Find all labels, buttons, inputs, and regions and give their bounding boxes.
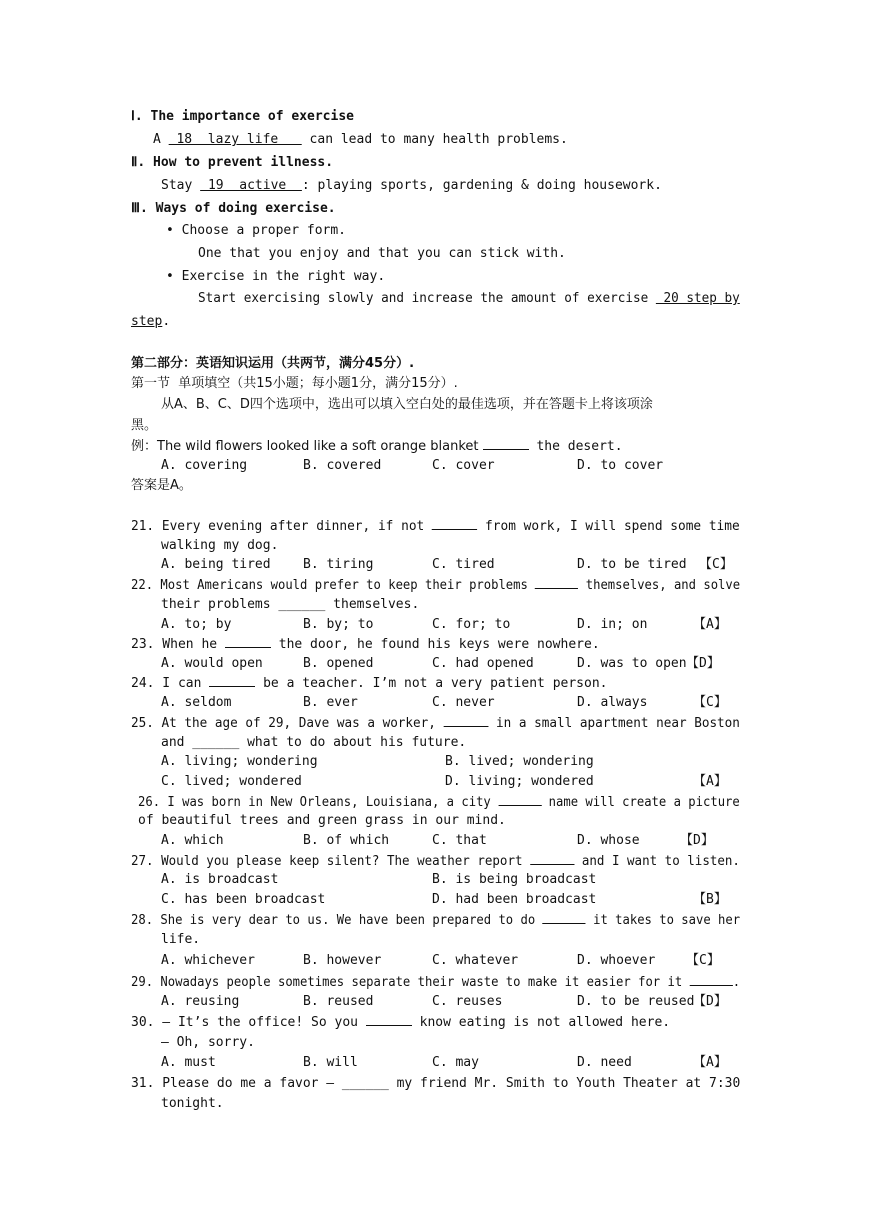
outline-bullet-1-detail: One that you enjoy and that you can stick with. bbox=[198, 246, 566, 261]
question-23: 23. When he the door, he found his keys were nowhere. bbox=[131, 637, 600, 652]
question-25: 25. At the age of 29, Dave was a worker, in a small apartment near Boston bbox=[131, 716, 740, 731]
q30-option-d: D. need bbox=[577, 1055, 632, 1070]
q23-option-d: D. was to open bbox=[577, 656, 687, 671]
answer-blank bbox=[483, 437, 529, 450]
question-24: 24. I can be a teacher. I’m not a very patient person. bbox=[131, 676, 608, 691]
question-21: 21. Every evening after dinner, if not from work, I will spend some time bbox=[131, 519, 740, 534]
q26-answer: 【D】 bbox=[680, 833, 714, 848]
q24-option-d: D. always bbox=[577, 695, 648, 710]
q29-option-a: A. reusing bbox=[161, 994, 240, 1009]
q26-option-d: D. whose bbox=[577, 833, 640, 848]
q27-option-b: B. is being broadcast bbox=[432, 872, 597, 887]
question-25-cont: and ______ what to do about his future. bbox=[161, 735, 467, 750]
q28-option-a: A. whichever bbox=[161, 953, 255, 968]
question-31-cont: tonight. bbox=[161, 1096, 224, 1111]
q22-answer: 【A】 bbox=[693, 617, 727, 632]
q24-answer: 【C】 bbox=[693, 695, 727, 710]
q29-option-d: D. to be reused bbox=[577, 994, 695, 1009]
q25-option-b: B. lived; wondering bbox=[445, 754, 594, 769]
q30-option-b: B. will bbox=[303, 1055, 358, 1070]
question-26-cont: of beautiful trees and green grass in our mind. bbox=[138, 813, 506, 828]
q23-option-a: A. would open bbox=[161, 656, 263, 671]
outline-heading-2: Ⅱ. How to prevent illness. bbox=[131, 155, 334, 170]
section1-title: 第一节 单项填空（共15小题；每小题1分，满分15分）. bbox=[131, 376, 458, 391]
q30-option-a: A. must bbox=[161, 1055, 216, 1070]
q22-option-a: A. to; by bbox=[161, 617, 232, 632]
q25-option-c: C. lived; wondered bbox=[161, 774, 302, 789]
q23-option-c: C. had opened bbox=[432, 656, 534, 671]
answer-blank bbox=[444, 714, 489, 727]
part2-title: 第二部分：英语知识运用（共两节，满分45分）. bbox=[131, 356, 415, 371]
answer-blank bbox=[530, 852, 574, 865]
q24-option-a: A. seldom bbox=[161, 695, 232, 710]
question-28: 28. She is very dear to us. We have been prepared to do it takes to save her bbox=[131, 913, 741, 928]
q21-answer: 【C】 bbox=[699, 557, 733, 572]
question-30-cont: — Oh, sorry. bbox=[161, 1035, 255, 1050]
question-27: 27. Would you please keep silent? The weather report and I want to listen. bbox=[131, 854, 740, 869]
example-option-a: A. covering bbox=[161, 458, 248, 473]
q22-option-c: C. for; to bbox=[432, 617, 511, 632]
q26-option-b: B. of which bbox=[303, 833, 390, 848]
answer-blank bbox=[543, 911, 586, 924]
q27-option-d: D. had been broadcast bbox=[432, 892, 597, 907]
example-question: 例：The wild flowers looked like a soft orange blanket the desert. bbox=[131, 439, 623, 454]
q29-option-c: C. reuses bbox=[432, 994, 503, 1009]
example-option-c: C. cover bbox=[432, 458, 495, 473]
q23-answer: 【D】 bbox=[686, 656, 720, 671]
q22-option-d: D. in; on bbox=[577, 617, 648, 632]
outline-heading-1: Ⅰ. The importance of exercise bbox=[131, 109, 354, 124]
q21-option-a: A. being tired bbox=[161, 557, 271, 572]
answer-blank bbox=[225, 635, 271, 648]
answer-blank bbox=[535, 576, 578, 589]
q27-option-c: C. has been broadcast bbox=[161, 892, 326, 907]
q27-option-a: A. is broadcast bbox=[161, 872, 279, 887]
answer-blank bbox=[209, 674, 255, 687]
q27-answer: 【B】 bbox=[693, 892, 727, 907]
q26-option-c: C. that bbox=[432, 833, 487, 848]
q30-option-c: C. may bbox=[432, 1055, 479, 1070]
outline-bullet-2-detail: Start exercising slowly and increase the amount of exercise 20 step by bbox=[198, 291, 740, 306]
fill-answer-18: 18 lazy life bbox=[168, 132, 302, 147]
example-option-b: B. covered bbox=[303, 458, 382, 473]
answer-blank bbox=[498, 793, 541, 806]
question-22-cont: their problems ______ themselves. bbox=[161, 597, 420, 612]
q25-option-a: A. living; wondering bbox=[161, 754, 318, 769]
q29-option-b: B. reused bbox=[303, 994, 374, 1009]
q21-option-c: C. tired bbox=[432, 557, 495, 572]
instructions-line-1: 从A、B、C、D四个选项中，选出可以填入空白处的最佳选项，并在答题卡上将该项涂 bbox=[161, 397, 653, 412]
q28-answer: 【C】 bbox=[686, 953, 720, 968]
question-29: 29. Nowadays people sometimes separate their waste to make it easier for it . bbox=[131, 975, 741, 990]
q30-answer: 【A】 bbox=[693, 1055, 727, 1070]
question-31: 31. Please do me a favor — ______ my friend Mr. Smith to Youth Theater at 7:30 bbox=[131, 1076, 741, 1091]
fill-answer-19: 19 active bbox=[200, 178, 302, 193]
q21-option-d: D. to be tired bbox=[577, 557, 687, 572]
example-option-d: D. to cover bbox=[577, 458, 664, 473]
example-answer: 答案是A。 bbox=[131, 478, 192, 493]
fill-answer-20: 20 step by bbox=[655, 291, 740, 306]
q21-option-b: B. tiring bbox=[303, 557, 374, 572]
q29-answer: 【D】 bbox=[693, 994, 727, 1009]
outline-bullet-2: • Exercise in the right way. bbox=[166, 269, 386, 284]
outline-heading-3: Ⅲ. Ways of doing exercise. bbox=[131, 201, 336, 216]
q28-option-b: B. however bbox=[303, 953, 382, 968]
question-21-cont: walking my dog. bbox=[161, 538, 279, 553]
q24-option-c: C. never bbox=[432, 695, 495, 710]
q28-option-c: C. whatever bbox=[432, 953, 519, 968]
q23-option-b: B. opened bbox=[303, 656, 374, 671]
answer-blank bbox=[432, 517, 477, 530]
outline-line-1: A 18 lazy life can lead to many health problems. bbox=[153, 132, 568, 147]
q25-option-d: D. living; wondered bbox=[445, 774, 594, 789]
q28-option-d: D. whoever bbox=[577, 953, 656, 968]
question-28-cont: life. bbox=[161, 932, 201, 947]
outline-bullet-1: • Choose a proper form. bbox=[166, 223, 347, 238]
outline-line-2: Stay 19 active : playing sports, gardening & doing housework. bbox=[161, 178, 662, 193]
answer-blank bbox=[366, 1013, 412, 1026]
question-26: 26. I was born in New Orleans, Louisiana, a city name will create a picture bbox=[138, 795, 740, 810]
instructions-line-2: 黑。 bbox=[131, 418, 158, 433]
q24-option-b: B. ever bbox=[303, 695, 358, 710]
q25-answer: 【A】 bbox=[693, 774, 727, 789]
q26-option-a: A. which bbox=[161, 833, 224, 848]
answer-blank bbox=[690, 973, 733, 986]
q22-option-b: B. by; to bbox=[303, 617, 374, 632]
question-30: 30. — It’s the office! So you know eating is not allowed here. bbox=[131, 1015, 671, 1030]
outline-bullet-2-detail-cont: step. bbox=[131, 314, 171, 329]
question-22: 22. Most Americans would prefer to keep their problems themselves, and solve bbox=[131, 578, 741, 593]
